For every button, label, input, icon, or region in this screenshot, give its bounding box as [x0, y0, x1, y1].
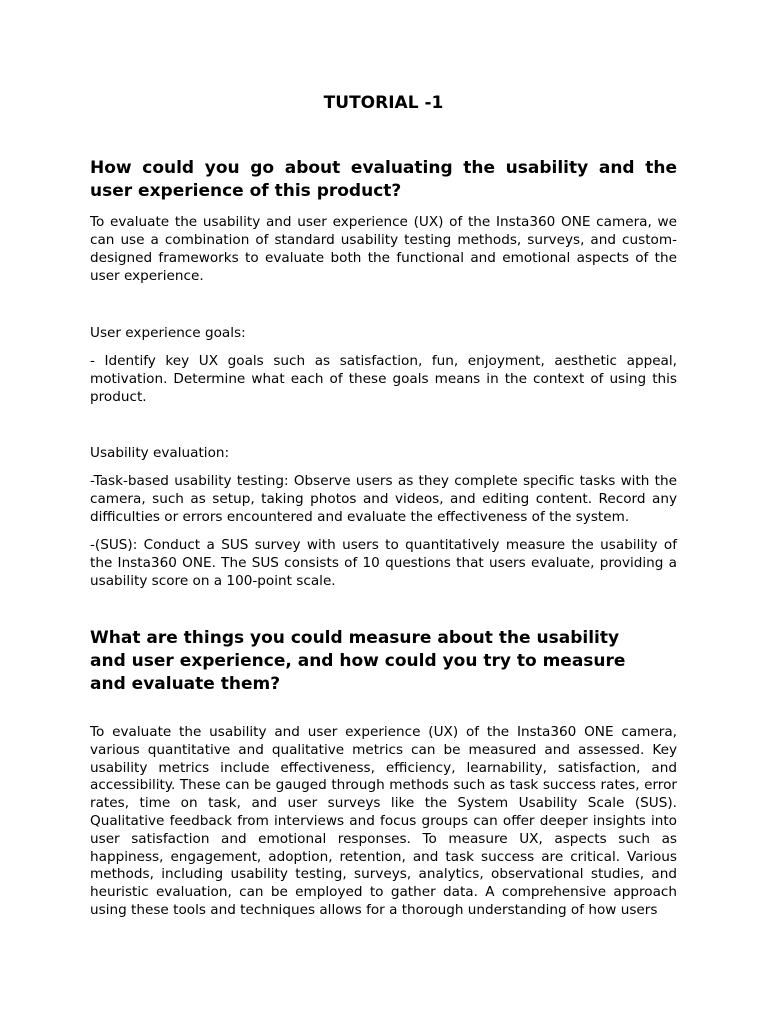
document-title: TUTORIAL -1 — [323, 93, 444, 113]
question-1-heading: How could you go about evaluating the usability and the user experience of this product? — [90, 158, 677, 201]
ux-goals-label: User experience goals: — [90, 325, 246, 341]
question-2-heading: What are things you could measure about the usability and user experience, and how could you try to measure and evaluate them? — [90, 628, 626, 694]
usability-evaluation-label: Usability evaluation: — [90, 445, 230, 461]
question-2-answer-paragraph: To evaluate the usability and user experience (UX) of the Insta360 ONE camera, various quantitative and qualitative metrics can be measured and assessed. Key usability metrics include effectiveness, efficiency, learnability, satisfaction, and accessibility. These can be gauged through methods such as task success rates, error rates, time on task, and user surveys like the System Usability Scale (SUS). Qualitative feedback from interviews and focus groups can offer deeper insights into user satisfaction and emotional responses. To measure UX, aspects such as happiness, engagement, adoption, retention, and task success are critical. Various methods, including usability testing, surveys, analytics, observational studies, and heuristic evaluation, can be employed to gather data. A comprehensive approach using these tools and techniques allows for a thorough understanding of how users — [90, 724, 677, 918]
ux-goals-paragraph: - Identify key UX goals such as satisfaction, fun, enjoyment, aesthetic appeal, motivation. Determine what each of these goals means in the context of using this product. — [90, 353, 677, 405]
task-based-testing-paragraph: -Task-based usability testing: Observe users as they complete specific tasks with the camera, such as setup, taking photos and videos, and editing content. Record any difficulties or errors encountered and evaluate the effectiveness of the system. — [90, 473, 677, 525]
document-page — [90, 0, 677, 1024]
question-1-intro-paragraph: To evaluate the usability and user experience (UX) of the Insta360 ONE camera, we can use a combination of standard usability testing methods, surveys, and custom-designed frameworks to evaluate both the functional and emotional aspects of the user experience. — [90, 214, 677, 284]
sus-survey-paragraph: -(SUS): Conduct a SUS survey with users to quantitatively measure the usability of the Insta360 ONE. The SUS consists of 10 questions that users evaluate, providing a usability score on a 100-point scale. — [90, 537, 677, 589]
